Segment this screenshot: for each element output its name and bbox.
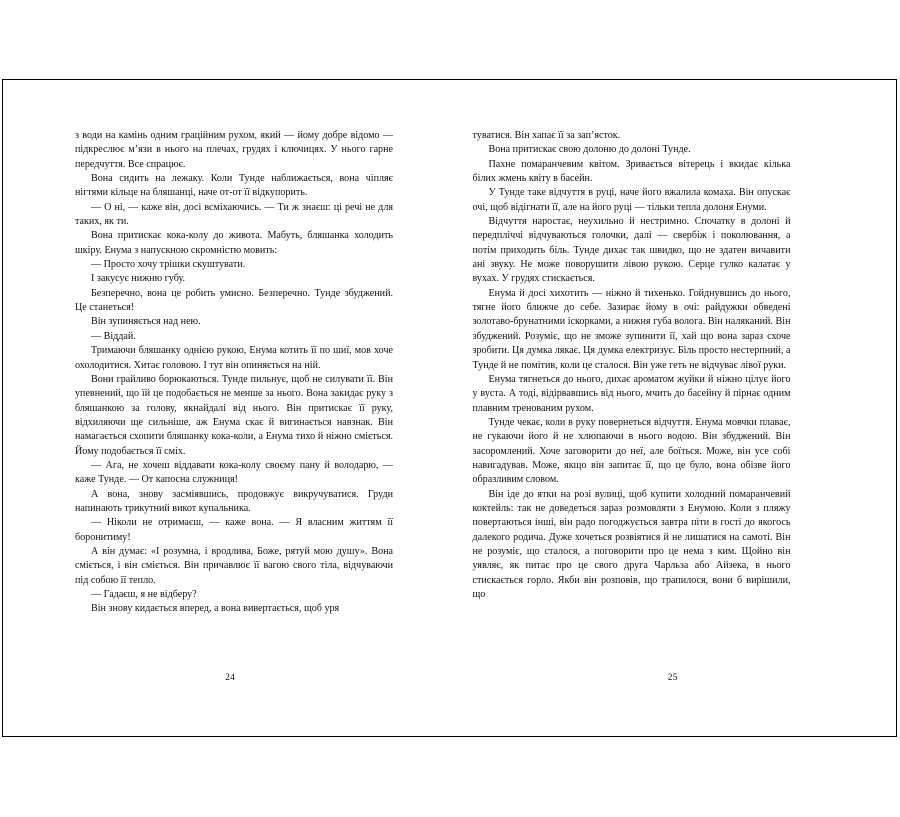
paragraph: Тунде чекає, коли в руку повернеться відчуття. Енума мовчки плаває, не гукаючи його й не хлюпаючи в нього водою. Він збуджений. Він засоромлений. Хоче заговорити до неї, але боїться. Може, він усе собі навигадував. Може, якщо він запитає її, що це було, вона обізве його образливим словом. xyxy=(472,416,791,486)
page-left-folio: 24 xyxy=(225,673,236,683)
paragraph: У Тунде таке відчуття в руці, наче його вжалила комаха. Він опускає очі, щоб відігнати її, але на його руці — тільки тепла долоня Енуми. xyxy=(472,187,791,213)
paragraph: Пахне помаранчевим квітом. Зривається вітерець і вкидає кілька білих жмень квіту в басейн. xyxy=(472,158,791,185)
page-right xyxy=(450,80,897,736)
paragraph: І закусує нижню губу. xyxy=(91,273,186,285)
page-right-text-block xyxy=(473,129,791,602)
paragraph: Вона притискає свою долоню до долоні Тунде. xyxy=(488,144,691,156)
paragraph: — Ніколи не отримаєш, — каже вона. — Я власним життям її боронитиму! xyxy=(75,517,393,543)
paragraph: Енума тягнеться до нього, дихає ароматом жуйки й ніжно цілує його у вуста. А тоді, відірвавшись від нього, мчить до басейну й пірнає одним плавним тренованим рухом. xyxy=(472,373,791,414)
paragraph: — Гадаєш, я не відберу? xyxy=(91,589,197,600)
paragraph: туватися. Він хапає її за зап’ясток. xyxy=(472,130,621,141)
paragraph: — О ні, — каже він, досі всміхаючись. — Ти ж знаєш: ці речі не для таких, як ти. xyxy=(75,201,393,228)
paragraph: Вона сидить на лежаку. Коли Тунде наближається, вона чіпляє нігтями кільце на бляшанці, наче от-от її відкупорить. xyxy=(75,173,393,199)
book-spread-sheet xyxy=(2,79,897,737)
book-spread xyxy=(3,80,896,736)
paragraph: Він іде до ятки на розі вулиці, щоб купити холодний помаранчевий коктейль: так не доведеться зараз розмовляти з Енумою. Коли з пляжу повертаються інші, він радо погоджується завтра піти в гості до якогось далекого родича. Дуже хочеться розвіятися й не лишатися на самоті. Він не розуміє, що сталося, а поговорити про це нема з ким. Щойно він уявляє, як питає про це свого друга Чарльза або Айзека, в нього стискається горло. Якби він розповів, що трапилося, вони б вирішили, що xyxy=(472,488,791,600)
paragraph: з води на камінь одним граційним рухом, який — йому добре відомо — підкреслює м’язи в нього на плечах, грудях і ключицях. У нього гарне передчуття. Все спрацює. xyxy=(75,130,393,170)
page-left xyxy=(3,80,450,736)
paragraph: Відчуття наростає, неухильно й нестримно. Спочатку в долоні й передпліччі відчуваються голочки, далі — свербіж і поколювання, а потім приходить біль. Тунде дихає так швидко, що не здатен вичавити ані звуку. Не може поворушити лівою рукою. Серце гулко калатає у вухах. У грудях стискається. xyxy=(472,216,791,285)
paragraph: Безперечно, вона це робить умисно. Безперечно. Тунде збуджений. Це станеться! xyxy=(75,287,393,314)
page-right-folio: 25 xyxy=(667,673,678,683)
paragraph: — Просто хочу трішки скуштувати. xyxy=(91,259,246,271)
paragraph: — Віддай. xyxy=(91,330,136,342)
paragraph: А вона, знову засміявшись, продовжує викручуватися. Груди напинають трикутний викот купальника. xyxy=(75,488,393,514)
paragraph: Він зупиняється над нею. xyxy=(91,316,201,328)
page-left-text-block xyxy=(75,129,393,617)
paragraph: Він знову кидається вперед, а вона вивертається, щоб уря xyxy=(91,603,340,615)
paragraph: Тримаючи бляшанку однією рукою, Енума котить її по шиї, мов хоче охолодитися. Хитає головою. І тут він опиняється на ній. xyxy=(75,345,393,371)
paragraph: А він думає: «І розумна, і вродлива, Боже, рятуй мою душу». Вона сміється, і він сміється. Він причавлює її вагою свого тіла, відчуваючи під собою її тепло. xyxy=(75,545,393,586)
paragraph: Вона притискає кока-колу до живота. Мабуть, бляшанка холодить шкіру. Енума з напускною скромністю мовить: xyxy=(75,230,393,256)
paragraph: Енума й досі хихотить — ніжно й тихенько. Гойднувшись до нього, тягне його ближче до себе. Зазирає йому в очі: райдужки обведені золотаво-брунатними іскорками, а нижня губа волога. Він наляканий. Він збуджений. Розуміє, що не зможе зупинити її, хай що вона зараз схоче зробити. Ця думка лякає. Ця думка електризує. Біль просто нестерпний, а Тунде й не помітив, коли це сталося. Він уже геть не відчуває лівої руки. xyxy=(472,287,791,371)
paragraph: Вони грайливо борюкаються. Тунде пильнує, щоб не силувати її. Він упевнений, що їй це подобається не менше за нього. Вона закидає руку з бляшанкою за голову, якнайдалі від нього. Він притискає її руку, відхиляючи ще сильніше, аж Енума скає й вигинається навзнак. Він намагається схопити бляшанку кока-коли, а Енума тихо й ніжно сміється. Йому подобається її сміх. xyxy=(75,373,393,457)
paragraph: — Ага, не хочеш віддавати кока-колу своєму пану й володарю, — каже Тунде. — От капосна служниця! xyxy=(75,459,393,486)
